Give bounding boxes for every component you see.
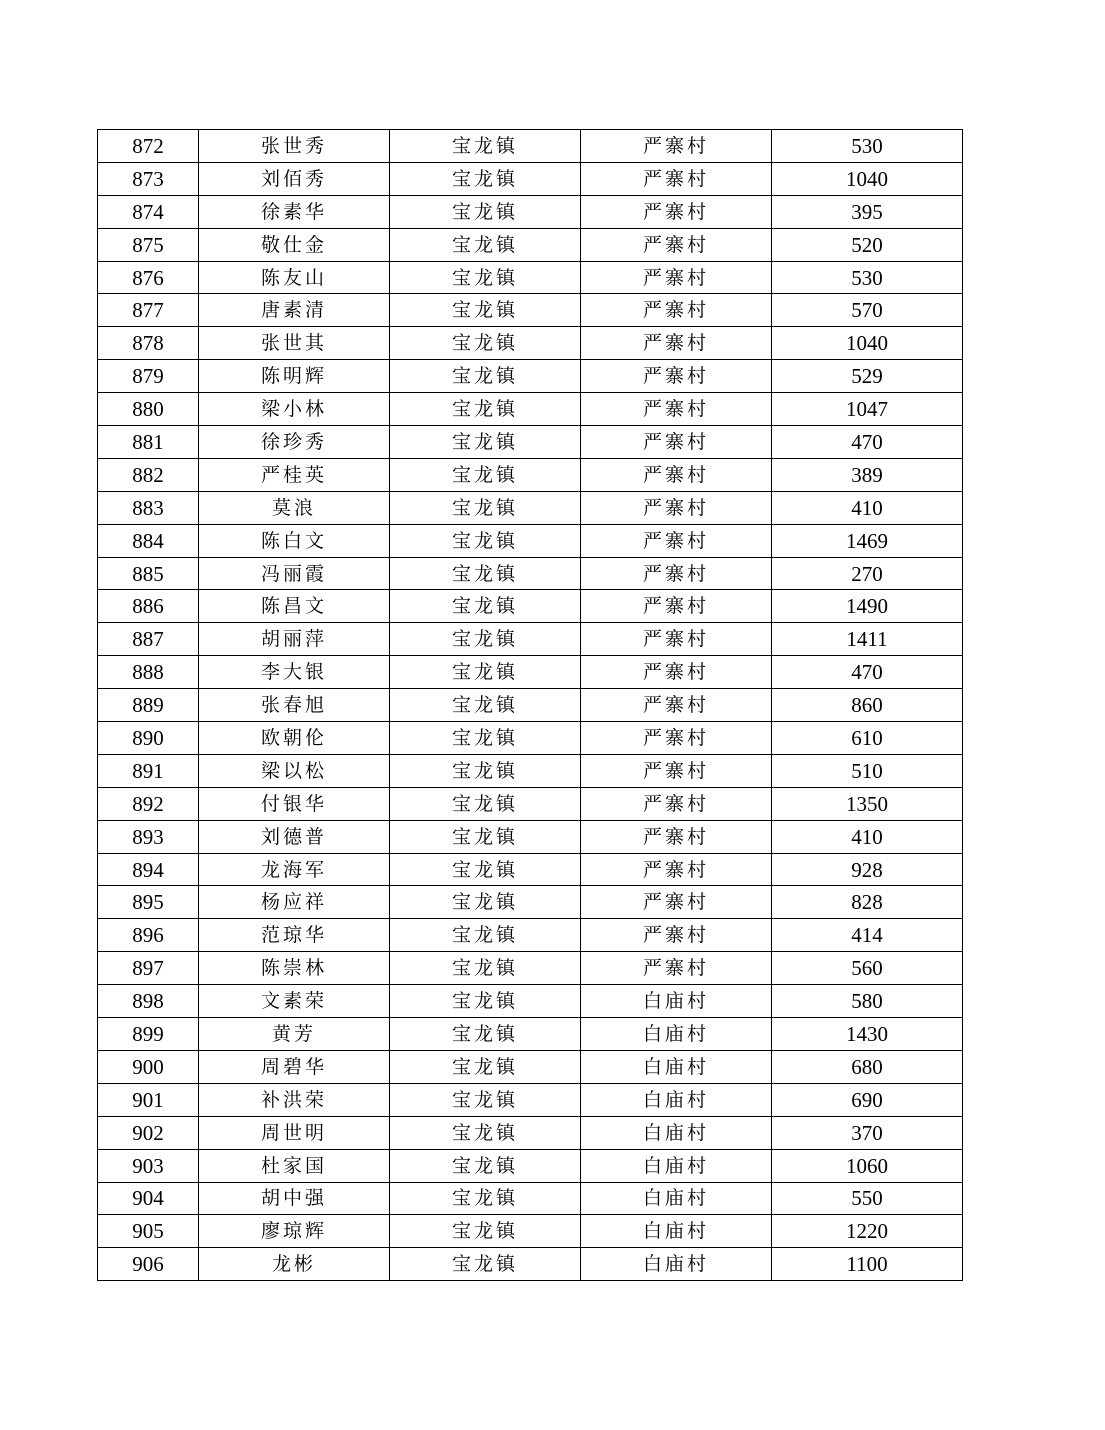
village-cell: 严寨村 — [581, 458, 772, 491]
serial-number-cell: 891 — [98, 754, 199, 787]
amount-cell: 1040 — [772, 162, 963, 195]
amount-cell: 510 — [772, 754, 963, 787]
name-cell: 陈昌文 — [199, 590, 390, 623]
amount-cell: 560 — [772, 952, 963, 985]
table-row — [98, 228, 963, 261]
village-cell: 严寨村 — [581, 228, 772, 261]
name-cell: 梁小林 — [199, 393, 390, 426]
table-row — [98, 1149, 963, 1182]
village-cell: 严寨村 — [581, 689, 772, 722]
table-row — [98, 491, 963, 524]
village-cell: 严寨村 — [581, 426, 772, 459]
town-cell: 宝龙镇 — [390, 1116, 581, 1149]
serial-number-cell: 883 — [98, 491, 199, 524]
name-cell: 陈崇林 — [199, 952, 390, 985]
village-cell: 严寨村 — [581, 130, 772, 163]
name-cell: 杨应祥 — [199, 886, 390, 919]
village-cell: 白庙村 — [581, 1248, 772, 1281]
town-cell: 宝龙镇 — [390, 1083, 581, 1116]
table-row — [98, 952, 963, 985]
village-cell: 严寨村 — [581, 162, 772, 195]
table-row — [98, 590, 963, 623]
village-cell: 严寨村 — [581, 656, 772, 689]
name-cell: 龙彬 — [199, 1248, 390, 1281]
village-cell: 白庙村 — [581, 1149, 772, 1182]
town-cell: 宝龙镇 — [390, 952, 581, 985]
table-row — [98, 458, 963, 491]
amount-cell: 570 — [772, 294, 963, 327]
serial-number-cell: 882 — [98, 458, 199, 491]
name-cell: 欧朝伦 — [199, 722, 390, 755]
town-cell: 宝龙镇 — [390, 623, 581, 656]
town-cell: 宝龙镇 — [390, 1149, 581, 1182]
town-cell: 宝龙镇 — [390, 656, 581, 689]
town-cell: 宝龙镇 — [390, 162, 581, 195]
table-row — [98, 1248, 963, 1281]
table-row — [98, 820, 963, 853]
amount-cell: 610 — [772, 722, 963, 755]
name-cell: 张世秀 — [199, 130, 390, 163]
town-cell: 宝龙镇 — [390, 689, 581, 722]
town-cell: 宝龙镇 — [390, 360, 581, 393]
table-row — [98, 1083, 963, 1116]
village-cell: 白庙村 — [581, 1018, 772, 1051]
serial-number-cell: 888 — [98, 656, 199, 689]
serial-number-cell: 896 — [98, 919, 199, 952]
serial-number-cell: 875 — [98, 228, 199, 261]
table-row — [98, 294, 963, 327]
town-cell: 宝龙镇 — [390, 590, 581, 623]
table-row — [98, 853, 963, 886]
table-row — [98, 1215, 963, 1248]
serial-number-cell: 876 — [98, 261, 199, 294]
amount-cell: 1100 — [772, 1248, 963, 1281]
town-cell: 宝龙镇 — [390, 458, 581, 491]
serial-number-cell: 874 — [98, 195, 199, 228]
name-cell: 范琼华 — [199, 919, 390, 952]
serial-number-cell: 901 — [98, 1083, 199, 1116]
village-cell: 严寨村 — [581, 261, 772, 294]
amount-cell: 1490 — [772, 590, 963, 623]
name-cell: 付银华 — [199, 787, 390, 820]
table-row — [98, 886, 963, 919]
amount-cell: 1040 — [772, 327, 963, 360]
amount-cell: 529 — [772, 360, 963, 393]
table-row — [98, 1050, 963, 1083]
amount-cell: 1411 — [772, 623, 963, 656]
table-body — [98, 130, 963, 1281]
town-cell: 宝龙镇 — [390, 1248, 581, 1281]
name-cell: 周世明 — [199, 1116, 390, 1149]
amount-cell: 580 — [772, 985, 963, 1018]
name-cell: 龙海军 — [199, 853, 390, 886]
serial-number-cell: 894 — [98, 853, 199, 886]
town-cell: 宝龙镇 — [390, 985, 581, 1018]
name-cell: 刘德普 — [199, 820, 390, 853]
village-cell: 严寨村 — [581, 886, 772, 919]
amount-cell: 928 — [772, 853, 963, 886]
village-cell: 白庙村 — [581, 1182, 772, 1215]
table-row — [98, 393, 963, 426]
name-cell: 张世其 — [199, 327, 390, 360]
amount-cell: 1430 — [772, 1018, 963, 1051]
serial-number-cell: 892 — [98, 787, 199, 820]
name-cell: 杜家国 — [199, 1149, 390, 1182]
name-cell: 陈明辉 — [199, 360, 390, 393]
name-cell: 唐素清 — [199, 294, 390, 327]
table-row — [98, 360, 963, 393]
serial-number-cell: 885 — [98, 557, 199, 590]
serial-number-cell: 889 — [98, 689, 199, 722]
name-cell: 胡丽萍 — [199, 623, 390, 656]
town-cell: 宝龙镇 — [390, 1182, 581, 1215]
village-cell: 严寨村 — [581, 952, 772, 985]
town-cell: 宝龙镇 — [390, 722, 581, 755]
amount-cell: 530 — [772, 130, 963, 163]
village-cell: 白庙村 — [581, 1215, 772, 1248]
name-cell: 张春旭 — [199, 689, 390, 722]
table-row — [98, 656, 963, 689]
village-cell: 白庙村 — [581, 985, 772, 1018]
amount-cell: 860 — [772, 689, 963, 722]
town-cell: 宝龙镇 — [390, 393, 581, 426]
village-cell: 严寨村 — [581, 787, 772, 820]
amount-cell: 828 — [772, 886, 963, 919]
town-cell: 宝龙镇 — [390, 524, 581, 557]
table-row — [98, 261, 963, 294]
table-row — [98, 195, 963, 228]
serial-number-cell: 872 — [98, 130, 199, 163]
village-cell: 严寨村 — [581, 195, 772, 228]
name-cell: 冯丽霞 — [199, 557, 390, 590]
name-cell: 陈白文 — [199, 524, 390, 557]
village-cell: 严寨村 — [581, 919, 772, 952]
serial-number-cell: 905 — [98, 1215, 199, 1248]
amount-cell: 270 — [772, 557, 963, 590]
village-cell: 严寨村 — [581, 524, 772, 557]
table-row — [98, 1018, 963, 1051]
village-cell: 严寨村 — [581, 294, 772, 327]
town-cell: 宝龙镇 — [390, 1018, 581, 1051]
town-cell: 宝龙镇 — [390, 1215, 581, 1248]
village-cell: 严寨村 — [581, 360, 772, 393]
serial-number-cell: 878 — [98, 327, 199, 360]
document-page — [97, 129, 963, 1281]
serial-number-cell: 879 — [98, 360, 199, 393]
name-cell: 周碧华 — [199, 1050, 390, 1083]
name-cell: 文素荣 — [199, 985, 390, 1018]
village-cell: 严寨村 — [581, 393, 772, 426]
town-cell: 宝龙镇 — [390, 754, 581, 787]
serial-number-cell: 898 — [98, 985, 199, 1018]
amount-cell: 414 — [772, 919, 963, 952]
records-table — [97, 129, 963, 1281]
table-row — [98, 557, 963, 590]
name-cell: 徐珍秀 — [199, 426, 390, 459]
town-cell: 宝龙镇 — [390, 195, 581, 228]
serial-number-cell: 884 — [98, 524, 199, 557]
town-cell: 宝龙镇 — [390, 1050, 581, 1083]
serial-number-cell: 877 — [98, 294, 199, 327]
name-cell: 莫浪 — [199, 491, 390, 524]
serial-number-cell: 899 — [98, 1018, 199, 1051]
village-cell: 严寨村 — [581, 820, 772, 853]
village-cell: 严寨村 — [581, 754, 772, 787]
table-row — [98, 327, 963, 360]
serial-number-cell: 903 — [98, 1149, 199, 1182]
name-cell: 陈友山 — [199, 261, 390, 294]
amount-cell: 1220 — [772, 1215, 963, 1248]
table-row — [98, 623, 963, 656]
amount-cell: 690 — [772, 1083, 963, 1116]
name-cell: 胡中强 — [199, 1182, 390, 1215]
town-cell: 宝龙镇 — [390, 491, 581, 524]
amount-cell: 1350 — [772, 787, 963, 820]
table-row — [98, 689, 963, 722]
serial-number-cell: 897 — [98, 952, 199, 985]
serial-number-cell: 880 — [98, 393, 199, 426]
table-row — [98, 524, 963, 557]
village-cell: 严寨村 — [581, 722, 772, 755]
table-row — [98, 754, 963, 787]
village-cell: 严寨村 — [581, 327, 772, 360]
village-cell: 白庙村 — [581, 1050, 772, 1083]
table-row — [98, 1182, 963, 1215]
table-row — [98, 787, 963, 820]
town-cell: 宝龙镇 — [390, 130, 581, 163]
name-cell: 刘佰秀 — [199, 162, 390, 195]
town-cell: 宝龙镇 — [390, 261, 581, 294]
name-cell: 李大银 — [199, 656, 390, 689]
town-cell: 宝龙镇 — [390, 557, 581, 590]
amount-cell: 550 — [772, 1182, 963, 1215]
village-cell: 严寨村 — [581, 853, 772, 886]
amount-cell: 395 — [772, 195, 963, 228]
table-row — [98, 722, 963, 755]
serial-number-cell: 881 — [98, 426, 199, 459]
amount-cell: 389 — [772, 458, 963, 491]
amount-cell: 1047 — [772, 393, 963, 426]
town-cell: 宝龙镇 — [390, 787, 581, 820]
serial-number-cell: 887 — [98, 623, 199, 656]
serial-number-cell: 904 — [98, 1182, 199, 1215]
name-cell: 徐素华 — [199, 195, 390, 228]
amount-cell: 520 — [772, 228, 963, 261]
table-row — [98, 162, 963, 195]
amount-cell: 680 — [772, 1050, 963, 1083]
table-row — [98, 426, 963, 459]
amount-cell: 410 — [772, 820, 963, 853]
amount-cell: 1060 — [772, 1149, 963, 1182]
village-cell: 严寨村 — [581, 491, 772, 524]
town-cell: 宝龙镇 — [390, 294, 581, 327]
serial-number-cell: 873 — [98, 162, 199, 195]
amount-cell: 470 — [772, 656, 963, 689]
village-cell: 严寨村 — [581, 557, 772, 590]
amount-cell: 530 — [772, 261, 963, 294]
town-cell: 宝龙镇 — [390, 820, 581, 853]
amount-cell: 370 — [772, 1116, 963, 1149]
table-row — [98, 1116, 963, 1149]
name-cell: 梁以松 — [199, 754, 390, 787]
serial-number-cell: 906 — [98, 1248, 199, 1281]
serial-number-cell: 893 — [98, 820, 199, 853]
town-cell: 宝龙镇 — [390, 919, 581, 952]
table-row — [98, 985, 963, 1018]
name-cell: 补洪荣 — [199, 1083, 390, 1116]
village-cell: 严寨村 — [581, 590, 772, 623]
name-cell: 敬仕金 — [199, 228, 390, 261]
village-cell: 白庙村 — [581, 1116, 772, 1149]
amount-cell: 410 — [772, 491, 963, 524]
table-row — [98, 130, 963, 163]
serial-number-cell: 902 — [98, 1116, 199, 1149]
amount-cell: 470 — [772, 426, 963, 459]
name-cell: 廖琼辉 — [199, 1215, 390, 1248]
town-cell: 宝龙镇 — [390, 426, 581, 459]
village-cell: 严寨村 — [581, 623, 772, 656]
table-row — [98, 919, 963, 952]
village-cell: 白庙村 — [581, 1083, 772, 1116]
name-cell: 严桂英 — [199, 458, 390, 491]
town-cell: 宝龙镇 — [390, 327, 581, 360]
town-cell: 宝龙镇 — [390, 853, 581, 886]
name-cell: 黄芳 — [199, 1018, 390, 1051]
serial-number-cell: 886 — [98, 590, 199, 623]
serial-number-cell: 890 — [98, 722, 199, 755]
town-cell: 宝龙镇 — [390, 886, 581, 919]
serial-number-cell: 895 — [98, 886, 199, 919]
serial-number-cell: 900 — [98, 1050, 199, 1083]
town-cell: 宝龙镇 — [390, 228, 581, 261]
amount-cell: 1469 — [772, 524, 963, 557]
